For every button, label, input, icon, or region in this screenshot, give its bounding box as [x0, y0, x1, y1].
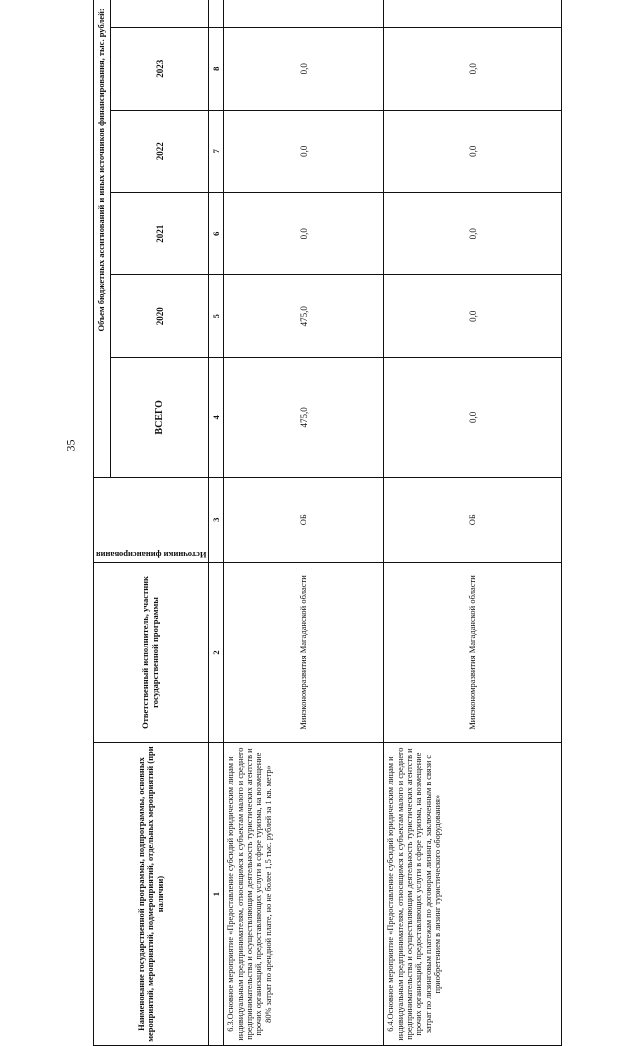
header-source	[94, 477, 209, 562]
col-number: 1	[209, 743, 224, 1046]
row-value-2023: 0,0	[384, 28, 562, 110]
col-number: 3	[209, 477, 224, 562]
row-value-2022: 0,0	[224, 110, 384, 192]
row-value-2022: 0,0	[384, 110, 562, 192]
funding-table-sheet	[93, 0, 547, 1046]
row-value-2020: 475,0	[224, 275, 384, 357]
header-total: ВСЕГО	[111, 357, 209, 477]
col-number: 5	[209, 275, 224, 357]
header-responsible: Ответственный исполнитель, участник государственной программы	[94, 562, 209, 742]
funding-table	[93, 0, 562, 1046]
row-value-2024	[224, 0, 384, 28]
col-number: 8	[209, 28, 224, 110]
row-source: ОБ	[384, 477, 562, 562]
column-number-row	[209, 0, 224, 1046]
row-value-2023: 0,0	[224, 28, 384, 110]
row-total: 0,0	[384, 357, 562, 477]
col-number: 7	[209, 110, 224, 192]
page-number: 35	[63, 439, 78, 452]
header-year-2024	[111, 0, 209, 28]
row-source: ОБ	[224, 477, 384, 562]
row-value-2021: 0,0	[224, 193, 384, 275]
row-value-2024	[384, 0, 562, 28]
header-source-text: Источники финансирования	[96, 549, 207, 560]
header-name: Наименование государственной программы, подпрограммы, основных мероприятий, мероприятий, подмероприятий, отдельных мероприятий (при наличии)	[94, 743, 209, 1046]
row-name: 6.4.Основное мероприятие «Предоставление субсидий юридическим лицам и индивидуальным предпринимателям, относящимся к субъектам малого и среднего предпринимательства и осуществляющим деятельность туристических агентств и прочих организаций, предоставляющих услуги в сфере туризма, на возмещение затрат по лизинговым платежам по договорам лизинга, заключенным в связи с приобретением в лизинг туристического оборудования»	[384, 743, 562, 1046]
col-number: 2	[209, 562, 224, 742]
header-year-2021: 2021	[111, 193, 209, 275]
row-total: 475,0	[224, 357, 384, 477]
header-funding: Объем бюджетных ассигнований и иных источников финансирования, тыс. рублей:	[94, 0, 111, 477]
header-year-2020: 2020	[111, 275, 209, 357]
header-year-2023: 2023	[111, 28, 209, 110]
col-number: 4	[209, 357, 224, 477]
row-responsible: Минэкономразвития Магаданской области	[224, 562, 384, 742]
col-number	[209, 0, 224, 28]
row-value-2020: 0,0	[384, 275, 562, 357]
row-value-2021: 0,0	[384, 193, 562, 275]
table-row	[224, 0, 384, 1046]
row-responsible: Минэкономразвития Магаданской области	[384, 562, 562, 742]
row-name: 6.3.Основное мероприятие «Предоставление субсидий юридическим лицам и индивидуальным предпринимателям, относящимся к субъектам малого и среднего предпринимательства и осуществляющим деятельность туристических агентств и прочих организаций, предоставляющих услуги в сфере туризма, на возмещение 80% затрат по арендной плате, но не более 1,5 тыс. рублей за 1 кв. метр»	[224, 743, 384, 1046]
col-number: 6	[209, 193, 224, 275]
header-year-2022: 2022	[111, 110, 209, 192]
table-row	[384, 0, 562, 1046]
